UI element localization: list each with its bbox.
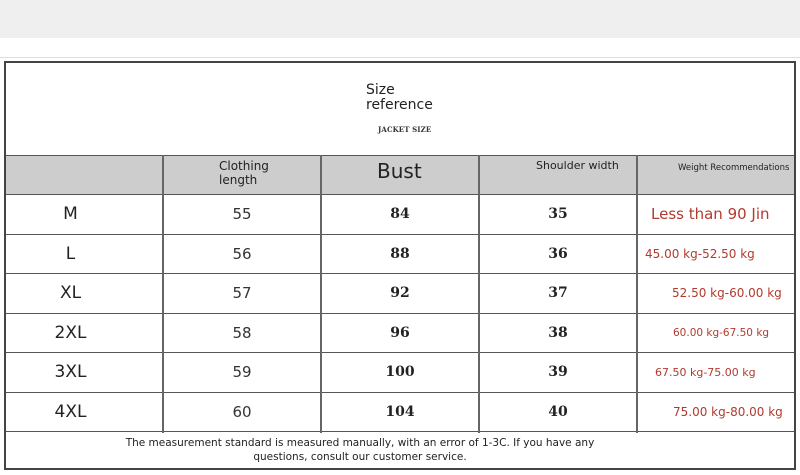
bust-value: 100 bbox=[385, 364, 415, 380]
size-label: XL bbox=[59, 283, 82, 303]
bust-value: 96 bbox=[390, 324, 410, 341]
table-row bbox=[6, 235, 794, 275]
size-label: 3XL bbox=[54, 362, 87, 382]
weight-recommendation: 45.00 kg-52.50 kg bbox=[645, 246, 755, 261]
column-divider bbox=[162, 155, 164, 433]
clothing-length-value: 60 bbox=[232, 402, 252, 421]
header-size bbox=[6, 156, 163, 193]
size-label: 2XL bbox=[54, 322, 87, 343]
shoulder-width-value: 37 bbox=[548, 285, 568, 301]
bust-value: 104 bbox=[385, 403, 415, 420]
chart-subtitle: JACKET SIZE bbox=[378, 125, 432, 134]
bust-value: 92 bbox=[390, 285, 410, 301]
shoulder-width-value: 38 bbox=[548, 324, 568, 341]
weight-recommendation: Less than 90 Jin bbox=[651, 205, 770, 223]
weight-recommendation: 52.50 kg-60.00 kg bbox=[672, 286, 782, 300]
shoulder-width-value: 35 bbox=[548, 206, 568, 222]
clothing-length-value: 58 bbox=[232, 323, 252, 342]
weight-recommendation: 60.00 kg-67.50 kg bbox=[673, 326, 770, 339]
size-label: 4XL bbox=[54, 401, 87, 422]
table-row bbox=[6, 274, 794, 314]
measurement-note-text: The measurement standard is measured manually, with an error of 1-3C. If you have any questions, consult our customer service. bbox=[125, 437, 595, 463]
table-header bbox=[6, 155, 794, 195]
shoulder-width-value: 39 bbox=[548, 364, 568, 380]
weight-recommendation: 75.00 kg-80.00 kg bbox=[673, 404, 783, 419]
shoulder-width-value: 36 bbox=[548, 245, 568, 262]
column-divider bbox=[478, 155, 480, 433]
shoulder-width-value: 40 bbox=[548, 403, 568, 420]
column-divider bbox=[320, 155, 322, 433]
size-label: L bbox=[65, 243, 76, 264]
clothing-length-value: 57 bbox=[232, 284, 252, 302]
title-block bbox=[6, 63, 794, 155]
divider bbox=[0, 57, 800, 58]
bust-value: 88 bbox=[390, 245, 410, 262]
size-label: M bbox=[63, 204, 78, 224]
table-row bbox=[6, 393, 794, 433]
top-band bbox=[0, 0, 800, 38]
header-clothing-length: Clothing length bbox=[219, 159, 269, 187]
header-bust: Bust bbox=[377, 159, 422, 183]
clothing-length-value: 59 bbox=[232, 363, 252, 381]
clothing-length-value: 56 bbox=[232, 244, 252, 263]
table-row bbox=[6, 314, 794, 354]
chart-title: Size reference bbox=[366, 82, 433, 113]
table-row bbox=[6, 353, 794, 393]
header-weight: Weight Recommendations bbox=[678, 163, 790, 173]
bust-value: 84 bbox=[390, 206, 410, 222]
clothing-length-value: 55 bbox=[232, 205, 252, 223]
measurement-note bbox=[6, 433, 794, 468]
size-chart-table bbox=[4, 61, 796, 470]
table-row bbox=[6, 195, 794, 235]
weight-recommendation: 67.50 kg-75.00 kg bbox=[655, 365, 756, 379]
column-divider bbox=[636, 155, 638, 433]
header-shoulder-width: Shoulder width bbox=[536, 159, 619, 172]
